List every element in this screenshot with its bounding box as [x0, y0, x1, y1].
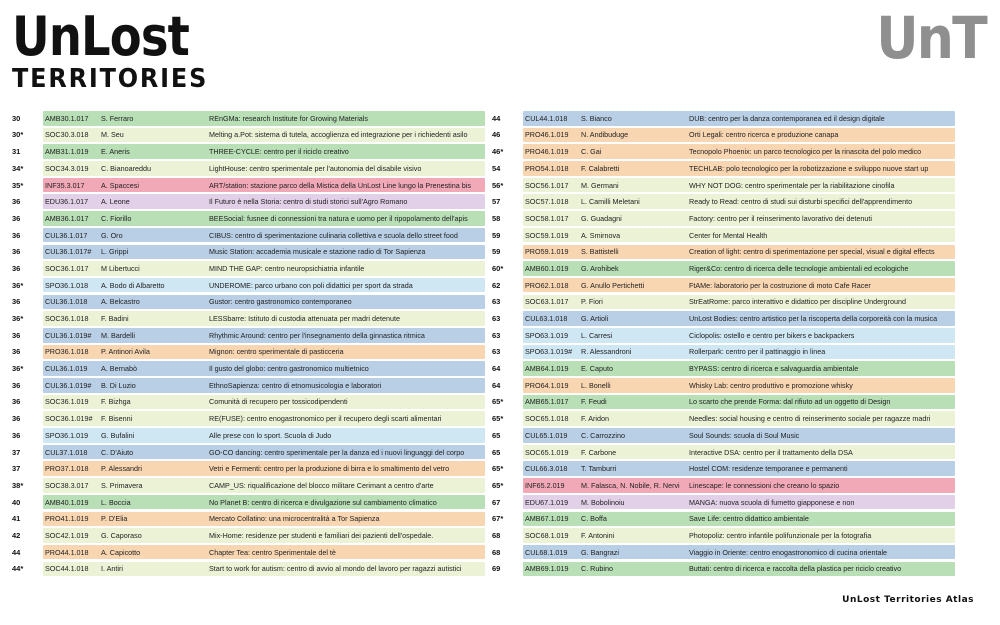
logo-title: UnLost	[12, 5, 189, 68]
author-name: M. Bobolinoiu	[581, 497, 625, 507]
author-name: L. Carresi	[581, 330, 613, 340]
project-row	[10, 245, 477, 260]
row-number: 35*	[12, 180, 24, 190]
project-description: Photopoliz: centro infantile polifunzionale per la fotografia	[689, 530, 872, 540]
project-code: SOC36.1.019	[45, 397, 89, 407]
author-name: C. D'Aiuto	[101, 447, 134, 457]
project-row	[490, 395, 955, 410]
project-row	[10, 194, 477, 209]
project-row	[490, 245, 955, 260]
author-name: C. Rubino	[581, 564, 613, 574]
project-row	[490, 361, 955, 376]
author-name: F. Bizhga	[101, 397, 131, 407]
row-number: 42	[12, 530, 21, 540]
project-code: INF35.3.017	[45, 180, 85, 190]
author-name: L. Camilli Meletani	[581, 197, 640, 207]
project-code: SOC34.3.019	[45, 163, 89, 173]
project-code: SOC65.1.018	[525, 414, 569, 424]
project-description: BYPASS: centro di ricerca e salvaguardia ambientale	[689, 364, 859, 374]
project-code: SOC63.1.017	[525, 297, 569, 307]
project-code: SOC56.1.017	[525, 180, 569, 190]
project-description: Il gusto del globo: centro gastronomico multietnico	[209, 364, 369, 374]
project-description: MIND THE GAP: centro neuropsichiatria infantile	[209, 263, 365, 273]
project-description: RE(FUSE): centro enogastronomico per il recupero degli scarti alimentari	[209, 414, 442, 424]
project-code: SOC44.1.018	[45, 564, 89, 574]
project-description: Mignon: centro sperimentale di pasticceria	[209, 347, 344, 357]
author-name: E. Aneris	[101, 147, 130, 157]
project-row	[490, 161, 955, 176]
project-code: SOC58.1.017	[525, 213, 569, 223]
author-name: S. Ferraro	[101, 113, 134, 123]
project-row	[10, 144, 477, 159]
row-number: 36	[12, 380, 21, 390]
project-code: SOC57.1.018	[525, 197, 569, 207]
project-description: Lo scarto che prende Forma: dal rifiuto ad un oggetto di Design	[689, 397, 891, 407]
project-description: Rhythmic Around: centro per l'insegnamento della ginnastica ritmica	[209, 330, 425, 340]
project-description: DUB: centro per la danza contemporanea ed il design digitale	[689, 113, 885, 123]
row-number: 65	[492, 447, 501, 457]
author-name: A. Capicotto	[101, 547, 141, 557]
project-row	[10, 512, 477, 527]
author-name: G. Caporaso	[101, 530, 142, 540]
project-code: AMB60.1.019	[525, 263, 569, 273]
project-code: SOC65.1.019	[525, 447, 569, 457]
author-name: N. Andibuduge	[581, 130, 629, 140]
project-description: Chapter Tea: centro Sperimentale del tè	[209, 547, 336, 557]
project-row	[490, 378, 955, 393]
project-description: CIBUS: centro di sperimentazione culinaria collettiva e scuola dello street food	[209, 230, 458, 240]
project-description: LESSbarre: Istituto di custodia attenuata per madri detenute	[209, 314, 400, 324]
project-code: CUL36.1.019	[45, 364, 88, 374]
project-description: EthnoSapienza: centro di etnomusicologia e laboratori	[209, 380, 382, 390]
author-name: M. Seu	[101, 130, 124, 140]
project-description: Factory: centro per il reinserimento lavorativo dei detenuti	[689, 213, 872, 223]
project-row	[10, 211, 477, 226]
project-row	[10, 562, 477, 577]
project-code: SOC36.1.019#	[45, 414, 93, 424]
project-row	[490, 562, 955, 577]
row-number: 31	[12, 147, 21, 157]
row-number: 44*	[12, 564, 24, 574]
project-description: UnLost Bodies: centro artistico per la riscoperta della corporeità con la musica	[689, 314, 938, 324]
author-name: E. Caputo	[581, 364, 613, 374]
project-description: CAMP_US: riqualificazione del blocco militare Cerimant a centro d'arte	[209, 480, 434, 490]
project-code: SOC42.1.019	[45, 530, 89, 540]
author-name: M. Germani	[581, 180, 619, 190]
author-name: C. Carrozzino	[581, 430, 625, 440]
project-code: CUL36.1.018	[45, 297, 88, 307]
project-code: AMB64.1.019	[525, 364, 569, 374]
author-name: F. Antonini	[581, 530, 615, 540]
project-code: PRO46.1.019	[525, 130, 569, 140]
project-description: Creation of light: centro di sperimentazione per special, visual e digital effects	[689, 247, 935, 257]
project-description: LightHouse: centro sperimentale per l'autonomia del disabile visivo	[209, 163, 422, 173]
project-code: CUL36.1.017#	[45, 247, 92, 257]
project-description: Viaggio in Oriente: centro enogastronomico di cucina orientale	[689, 547, 888, 557]
left-project-list	[10, 111, 477, 578]
author-name: L. Bonelli	[581, 380, 611, 390]
project-code: CUL37.1.018	[45, 447, 88, 457]
row-number: 68	[492, 530, 501, 540]
project-row	[10, 161, 477, 176]
project-description: TECHLAB: polo tecnologico per la robotizzazione e sviluppo nuove start up	[689, 163, 929, 173]
project-row	[490, 328, 955, 343]
project-code: PRO36.1.018	[45, 347, 89, 357]
project-row	[490, 311, 955, 326]
row-number: 67	[492, 497, 501, 507]
project-description: REnGMa: research Institute for Growing Materials	[209, 113, 368, 123]
project-row	[10, 128, 477, 143]
author-name: G. Bangrazi	[581, 547, 619, 557]
author-name: P. Alessandri	[101, 464, 143, 474]
row-number: 69	[492, 564, 501, 574]
project-row	[490, 261, 955, 276]
project-row	[10, 111, 477, 126]
row-number: 30	[12, 113, 21, 123]
project-row	[10, 411, 477, 426]
row-number: 36*	[12, 364, 24, 374]
project-row	[10, 495, 477, 510]
row-number: 36	[12, 213, 21, 223]
project-description: ART/station: stazione parco della Mistica della UnLost Line lungo la Prenestina bis	[209, 180, 471, 190]
project-code: AMB36.1.017	[45, 213, 89, 223]
author-name: C. Bianoareddu	[101, 163, 151, 173]
project-code: SPO36.1.019	[45, 430, 89, 440]
project-code: AMB30.1.017	[45, 113, 89, 123]
unlost-territories-logo	[12, 5, 225, 94]
project-code: SOC38.3.017	[45, 480, 89, 490]
project-description: Ready to Read: centro di studi sui disturbi specifici dell'apprendimento	[689, 197, 913, 207]
author-name: C. Fiorillo	[101, 213, 132, 223]
row-number: 30*	[12, 130, 24, 140]
project-row	[490, 545, 955, 560]
project-code: SOC68.1.019	[525, 530, 569, 540]
author-name: G. Oro	[101, 230, 123, 240]
row-number: 65	[492, 430, 501, 440]
author-name: C. Gai	[581, 147, 602, 157]
author-name: P. Antinori Avila	[101, 347, 150, 357]
project-code: CUL68.1.019	[525, 547, 568, 557]
row-number: 44	[492, 113, 501, 123]
project-code: CUL65.1.019	[525, 430, 568, 440]
author-name: G. Arohibek	[581, 263, 619, 273]
author-name: P. D'Elia	[101, 514, 128, 524]
project-code: CUL36.1.019#	[45, 330, 92, 340]
project-description: FtAMe: laboratorio per la costruzione di moto Cafe Racer	[689, 280, 871, 290]
project-description: Center for Mental Health	[689, 230, 768, 240]
row-number: 36	[12, 230, 21, 240]
project-row	[10, 461, 477, 476]
project-description: UNDEROME: parco urbano con poli didattici per sport da strada	[209, 280, 413, 290]
author-name: S. Primavera	[101, 480, 143, 490]
author-name: M. Bardelli	[101, 330, 135, 340]
row-number: 46*	[492, 147, 504, 157]
project-code: AMB65.1.017	[525, 397, 569, 407]
row-number: 63	[492, 330, 501, 340]
project-description: No Planet B: centro di ricerca e divulgazione sul cambiamento climatico	[209, 497, 437, 507]
row-number: 36	[12, 247, 21, 257]
project-row	[490, 194, 955, 209]
project-code: SOC36.1.018	[45, 314, 89, 324]
project-description: Start to work for autism: centro di avvio al mondo del lavoro per ragazzi autistici	[209, 564, 462, 574]
project-description: Needles: social housing e centro di reinserimento sociale per ragazze madri	[689, 414, 931, 424]
project-description: GO-CO dancing: centro sperimentale per la danza ed i nuovi linguaggi del corpo	[209, 447, 465, 457]
project-row	[10, 445, 477, 460]
project-row	[490, 228, 955, 243]
project-row	[490, 278, 955, 293]
project-row	[10, 345, 477, 360]
row-number: 64	[492, 380, 501, 390]
author-name: G. Bufalini	[101, 430, 135, 440]
author-name: F. Carbone	[581, 447, 617, 457]
author-name: P. Fiori	[581, 297, 603, 307]
right-project-list	[490, 111, 955, 578]
row-number: 65*	[492, 414, 504, 424]
author-name: S. Battistelli	[581, 247, 619, 257]
row-number: 36	[12, 263, 21, 273]
author-name: F. Calabretti	[581, 163, 620, 173]
project-description: Melting a.Pot: sistema di tutela, accoglienza ed integrazione per i richiedenti asilo	[209, 130, 468, 140]
author-name: G. Artioli	[581, 314, 609, 324]
author-name: R. Alessandroni	[581, 347, 632, 357]
row-number: 36*	[12, 314, 24, 324]
project-row	[10, 528, 477, 543]
project-row	[490, 461, 955, 476]
author-name: L. Boccia	[101, 497, 131, 507]
project-code: CUL36.1.019#	[45, 380, 92, 390]
project-description: Music Station: accademia musicale e stazione radio di Tor Sapienza	[209, 247, 426, 257]
row-number: 59	[492, 247, 501, 257]
logo-subtitle: TERRITORIES	[12, 64, 209, 94]
author-name: A. Smirnova	[581, 230, 621, 240]
project-row	[490, 411, 955, 426]
row-number: 38*	[12, 480, 24, 490]
project-row	[10, 311, 477, 326]
project-description: Linescape: le connessioni che creano lo spazio	[689, 480, 840, 490]
row-number: 63	[492, 347, 501, 357]
row-number: 56*	[492, 180, 504, 190]
project-row	[490, 111, 955, 126]
row-number: 60*	[492, 263, 504, 273]
author-name: T. Tamburri	[581, 464, 617, 474]
row-number: 36	[12, 297, 21, 307]
row-number: 59	[492, 230, 501, 240]
project-description: Alle prese con lo sport. Scuola di Judo	[209, 430, 332, 440]
project-code: PRO41.1.019	[45, 514, 89, 524]
row-number: 36*	[12, 280, 24, 290]
project-code: CUL66.3.018	[525, 464, 568, 474]
author-name: A. Bodo di Albaretto	[101, 280, 165, 290]
project-code: PRO59.1.019	[525, 247, 569, 257]
project-code: PRO46.1.019	[525, 147, 569, 157]
project-description: Tecnopolo Phoenix: un parco tecnologico per la rinascita del polo medico	[689, 147, 922, 157]
row-number: 36	[12, 414, 21, 424]
project-description: Il Futuro è nella Storia: centro di studi storici sull'Agro Romano	[209, 197, 408, 207]
author-name: F. Bisenni	[101, 414, 133, 424]
row-number: 63	[492, 314, 501, 324]
row-number: 44	[12, 547, 21, 557]
project-code: SOC59.1.019	[525, 230, 569, 240]
author-name: C. Boffa	[581, 514, 607, 524]
project-description: Mercato Collatino: una microcentralità a Tor Sapienza	[209, 514, 380, 524]
author-name: S. Bianco	[581, 113, 612, 123]
project-row	[10, 278, 477, 293]
row-number: 37	[12, 464, 21, 474]
project-code: PRO64.1.019	[525, 380, 569, 390]
project-row	[490, 495, 955, 510]
row-number: 54	[492, 163, 501, 173]
author-name: G. Guadagni	[581, 213, 622, 223]
project-code: INF65.2.019	[525, 480, 565, 490]
row-number: 67*	[492, 514, 504, 524]
project-code: AMB67.1.019	[525, 514, 569, 524]
row-number: 46	[492, 130, 501, 140]
footer-caption: UnLost Territories Atlas	[842, 595, 974, 605]
project-description: BEESocial: fusnee di connessioni tra natura e uomo per il ripopolamento dell'apis	[209, 213, 468, 223]
project-description: Buttati: centro di ricerca e raccolta della plastica per riciclo creativo	[689, 564, 902, 574]
author-name: M. Falasca, N. Nobile, R. Nervi	[581, 480, 680, 490]
project-code: EDU36.1.017	[45, 197, 89, 207]
project-description: Riger&Co: centro di ricerca delle tecnologie ambientali ed ecologiche	[689, 263, 909, 273]
project-row	[10, 228, 477, 243]
project-description: Ciclopolis: ostello e centro per bikers e backpackers	[689, 330, 855, 340]
project-code: SPO63.1.019	[525, 330, 569, 340]
author-name: L. Grippi	[101, 247, 129, 257]
row-number: 65*	[492, 397, 504, 407]
row-number: 36	[12, 430, 21, 440]
project-description: Whisky Lab: centro produttivo e promozione whisky	[689, 380, 853, 390]
project-row	[490, 144, 955, 159]
project-description: MANGA: nuova scuola di fumetto giapponese e non	[689, 497, 855, 507]
project-description: Vetri e Fermenti: centro per la produzione di birra e lo smaltimento del vetro	[209, 464, 450, 474]
project-row	[490, 128, 955, 143]
author-name: M Libertucci	[101, 263, 140, 273]
author-name: A. Belcastro	[101, 297, 140, 307]
project-description: Comunità di recupero per tossicodipendenti	[209, 397, 348, 407]
author-name: A. Leone	[101, 197, 130, 207]
row-number: 63	[492, 297, 501, 307]
project-description: Mix-Home: residenze per studenti e familiari dei pazienti dell'ospedale.	[209, 530, 434, 540]
project-row	[10, 395, 477, 410]
project-code: PRO54.1.018	[525, 163, 569, 173]
project-description: Rollerpark: centro per il pattinaggio in linea	[689, 347, 826, 357]
author-name: F. Aridon	[581, 414, 609, 424]
project-row	[10, 178, 477, 193]
project-code: AMB31.1.019	[45, 147, 89, 157]
project-code: CUL44.1.018	[525, 113, 568, 123]
project-row	[10, 545, 477, 560]
project-description: Gustor: centro gastronomico contemporaneo	[209, 297, 352, 307]
project-row	[490, 178, 955, 193]
project-row	[10, 428, 477, 443]
author-name: I. Antiri	[101, 564, 123, 574]
project-code: PRO44.1.018	[45, 547, 89, 557]
project-row	[10, 478, 477, 493]
author-name: A. Spaccesi	[101, 180, 139, 190]
unt-mark: UnT	[876, 4, 986, 72]
row-number: 34*	[12, 163, 24, 173]
project-code: AMB40.1.019	[45, 497, 89, 507]
row-number: 57	[492, 197, 501, 207]
project-description: Interactive DSA: centro per il trattamento della DSA	[689, 447, 853, 457]
project-row	[490, 211, 955, 226]
row-number: 64	[492, 364, 501, 374]
row-number: 36	[12, 330, 21, 340]
author-name: F. Feudi	[581, 397, 607, 407]
row-number: 41	[12, 514, 21, 524]
project-row	[490, 295, 955, 310]
project-description: Orti Legali: centro ricerca e produzione canapa	[689, 130, 839, 140]
row-number: 65*	[492, 464, 504, 474]
project-row	[490, 528, 955, 543]
row-number: 40	[12, 497, 21, 507]
project-row	[490, 345, 955, 360]
row-number: 36	[12, 197, 21, 207]
author-name: A. Bernabò	[101, 364, 137, 374]
row-number: 36	[12, 397, 21, 407]
row-number: 68	[492, 547, 501, 557]
project-description: StrEatRome: parco interattivo e didattico per discipline Underground	[689, 297, 906, 307]
row-number: 65*	[492, 480, 504, 490]
project-row	[490, 478, 955, 493]
project-code: SPO36.1.018	[45, 280, 89, 290]
project-row	[490, 445, 955, 460]
project-description: Hostel COM: residenze temporanee e permanenti	[689, 464, 848, 474]
row-number: 62	[492, 280, 501, 290]
project-code: CUL63.1.018	[525, 314, 568, 324]
project-code: PRO62.1.018	[525, 280, 569, 290]
project-row	[10, 361, 477, 376]
project-row	[10, 295, 477, 310]
author-name: F. Badini	[101, 314, 129, 324]
project-row	[10, 378, 477, 393]
project-code: PRO37.1.018	[45, 464, 89, 474]
project-code: CUL36.1.017	[45, 230, 88, 240]
project-row	[490, 512, 955, 527]
row-number: 58	[492, 213, 501, 223]
project-description: Soul Sounds: scuola di Soul Music	[689, 430, 800, 440]
author-name: B. Di Luzio	[101, 380, 136, 390]
project-row	[10, 328, 477, 343]
project-description: WHY NOT DOG: centro sperimentale per la riabilitazione cinofila	[689, 180, 895, 190]
project-code: AMB69.1.019	[525, 564, 569, 574]
project-code: SOC36.1.017	[45, 263, 89, 273]
project-row	[490, 428, 955, 443]
project-description: Save Life: centro didattico ambientale	[689, 514, 809, 524]
project-row	[10, 261, 477, 276]
project-description: THREE-CYCLE: centro per il riciclo creativo	[209, 147, 349, 157]
row-number: 37	[12, 447, 21, 457]
author-name: G. Anullo Pertichetti	[581, 280, 645, 290]
project-code: EDU67.1.019	[525, 497, 569, 507]
project-code: SPO63.1.019#	[525, 347, 573, 357]
project-code: SOC30.3.018	[45, 130, 89, 140]
row-number: 36	[12, 347, 21, 357]
